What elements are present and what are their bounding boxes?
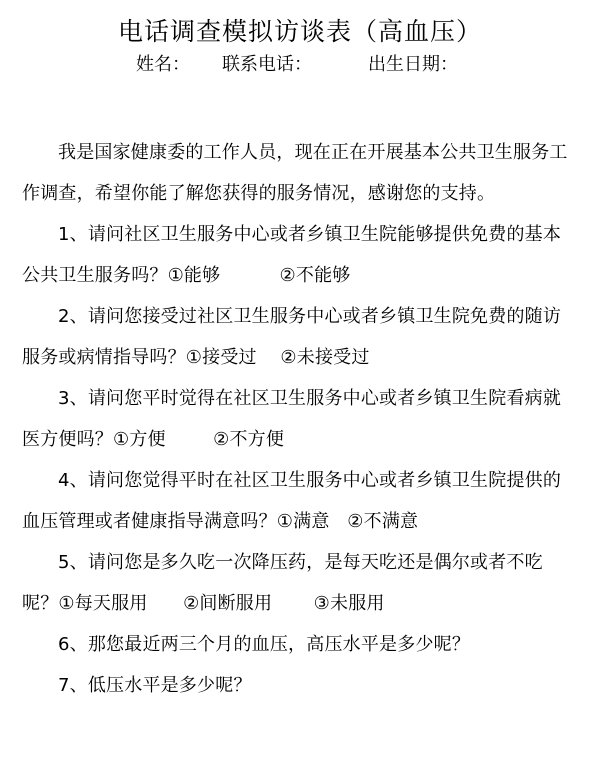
question-1: 1、请问社区卫生服务中心或者乡镇卫生院能够提供免费的基本公共卫生服务吗？①能够 ②不能够	[22, 224, 562, 286]
question-6: 6、那您最近两三个月的血压，高压水平是多少呢？	[58, 634, 471, 655]
question-3: 3、请问您平时觉得在社区卫生服务中心或者乡镇卫生院看病就医方便吗？①方便 ②不方便	[22, 388, 562, 450]
question-7: 7、低压水平是多少呢？	[58, 675, 252, 696]
question-4: 4、请问您觉得平时在社区卫生服务中心或者乡镇卫生院提供的血压管理或者健康指导满意吗？①满意 ②不满意	[22, 470, 562, 532]
question-5: 5、请问您是多久吃一次降压药，是每天吃还是偶尔或者不吃呢？①每天服用 ②间断服用 ③未服用	[22, 552, 543, 614]
blank-line	[22, 92, 578, 132]
birth-date-label: 出生日期：	[368, 54, 458, 75]
question-2: 2、请问您接受过社区卫生服务中心或者乡镇卫生院免费的随访服务或病情指导吗？①接受过 ②未接受过	[22, 306, 562, 368]
document-title: 电话调查模拟访谈表（高血压）	[117, 17, 482, 46]
intro-paragraph: 我是国家健康委的工作人员，现在正在开展基本公共卫生服务工作调查，希望你能了解您获得的服务情况，感谢您的支持。	[22, 142, 568, 204]
name-label: 姓名：	[136, 54, 190, 75]
respondent-info-row	[22, 52, 578, 92]
phone-label: 联系电话：	[222, 54, 312, 75]
